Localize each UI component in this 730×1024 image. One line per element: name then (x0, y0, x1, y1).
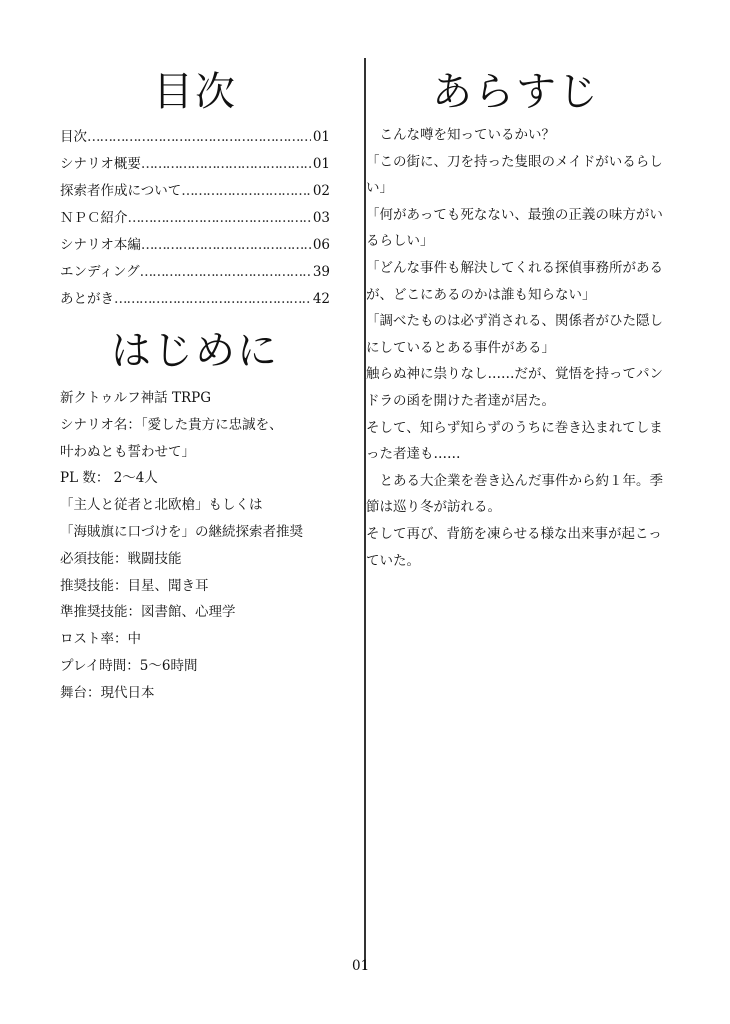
toc-entry[interactable] (60, 151, 330, 178)
info-line: 必須技能：戦闘技能 (60, 550, 182, 567)
toc-entry-page: 02 (312, 183, 330, 199)
info-line: PL 数： 2～4人 (60, 470, 158, 487)
page-number: 01 (352, 958, 370, 974)
info-line: 舞台：現代日本 (60, 684, 155, 701)
toc-leader-dots (181, 178, 311, 205)
info-line: ロスト率：中 (60, 631, 141, 648)
toc-leader-dots (128, 205, 311, 232)
synopsis-paragraph: 「どんな事件も解決してくれる探偵事務所があるが、どこにあるのかは誰も知らない」 (366, 259, 663, 303)
right-column (366, 66, 666, 574)
scenario-info-list (60, 385, 330, 707)
synopsis-paragraph: そして再び、背筋を凍らせる様な出来事が起こっていた。 (366, 525, 662, 569)
toc-leader-dots (141, 232, 311, 259)
toc-heading: 目次 (153, 69, 237, 115)
toc-entry-page: 01 (312, 129, 330, 145)
toc-entry-label: シナリオ概要 (60, 156, 141, 172)
info-line: 新クトゥルフ神話 TRPG (60, 390, 211, 406)
info-line: 準推奨技能：図書館、心理学 (60, 604, 236, 621)
toc-entry-label: 探索者作成について (60, 183, 182, 199)
synopsis-heading: あらすじ (432, 69, 600, 115)
synopsis-text (366, 122, 666, 574)
toc-leader-dots (140, 259, 311, 286)
toc-leader-dots (114, 286, 311, 313)
toc-entry-page: 03 (312, 210, 330, 226)
toc-entry-label: シナリオ本編 (60, 237, 141, 253)
table-of-contents (60, 124, 330, 313)
left-column (60, 66, 330, 707)
info-line: 「主人と従者と北欧槍」もしくは (60, 497, 263, 514)
toc-leader-dots (87, 124, 311, 151)
info-line: 叶わぬとも誓わせて」 (60, 443, 195, 460)
info-line: プレイ時間：5～6時間 (60, 657, 198, 674)
toc-entry-label: あとがき (60, 291, 114, 307)
toc-entry-page: 01 (312, 156, 330, 172)
toc-entry[interactable] (60, 232, 330, 259)
toc-entry[interactable] (60, 124, 330, 151)
toc-entry-page: 06 (312, 237, 330, 253)
info-line: シナリオ名：「愛した貴方に忠誠を、 (60, 416, 283, 433)
toc-entry[interactable] (60, 178, 330, 205)
intro-heading: はじめに (111, 328, 279, 374)
toc-entry-label: ＮＰＣ紹介 (60, 210, 128, 226)
toc-entry[interactable] (60, 286, 330, 313)
synopsis-paragraph: 「調べたものは必ず消される、関係者がひた隠しにしているとある事件がある」 (366, 313, 663, 356)
toc-entry[interactable] (60, 205, 330, 232)
toc-entry-page: 42 (312, 291, 330, 307)
synopsis-paragraph: 触らぬ神に祟りなし……だが、覚悟を持ってパンドラの函を開けた者達が居た。 (366, 366, 663, 409)
info-line: 「海賊旗に口づけを」の継続探索者推奨 (60, 523, 303, 540)
synopsis-paragraph: 「何があっても死なない、最強の正義の味方がいるらしい」 (366, 206, 663, 250)
toc-entry-page: 39 (312, 264, 330, 280)
toc-leader-dots (141, 151, 311, 178)
toc-entry[interactable] (60, 259, 330, 286)
synopsis-paragraph: そして、知らず知らずのうちに巻き込まれてしまった者達も…… (366, 419, 663, 463)
toc-entry-label: エンディング (60, 264, 140, 280)
synopsis-paragraph: こんな噂を知っているかい？ (366, 127, 555, 143)
info-line: 推奨技能：目星、聞き耳 (60, 577, 209, 594)
synopsis-paragraph: とある大企業を巻き込んだ事件から約１年。季節は巡り冬が訪れる。 (366, 472, 663, 516)
synopsis-paragraph: 「この街に、刀を持った隻眼のメイドがいるらしい」 (366, 153, 663, 197)
toc-entry-label: 目次 (60, 129, 87, 145)
